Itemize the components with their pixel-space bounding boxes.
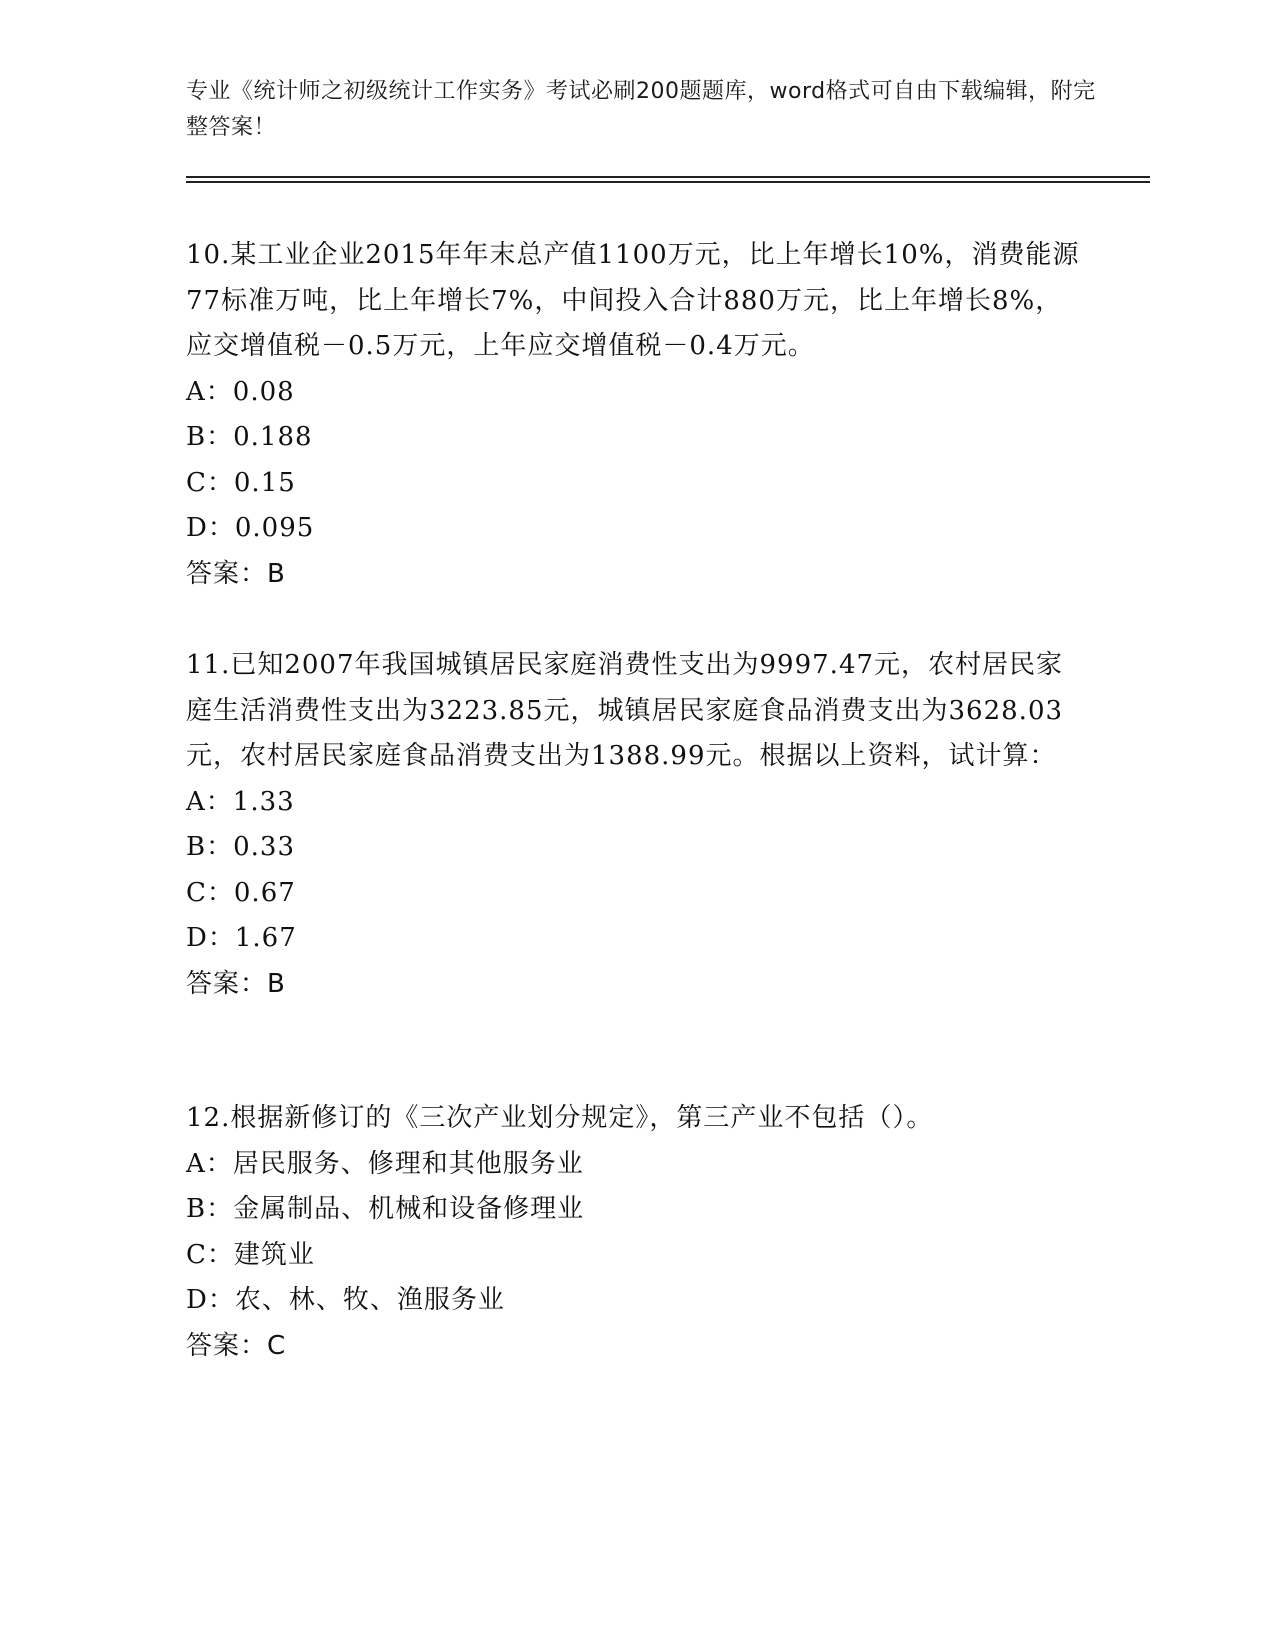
option-a: A：0.08 [186, 376, 295, 407]
option-b: B：0.33 [186, 832, 295, 862]
option-a: A：居民服务、修理和其他服务业 [186, 1148, 584, 1179]
answer: 答案：B [186, 968, 286, 999]
option-c: C：0.15 [186, 467, 296, 498]
option-c: C：0.67 [186, 877, 296, 908]
question-12 [186, 1096, 1086, 1369]
option-c: C：建筑业 [186, 1239, 315, 1270]
option-d: D：1.67 [186, 923, 297, 953]
question-text: 12.根据新修订的《三次产业划分规定》，第三产业不包括（）。 [186, 1103, 934, 1133]
question-text: 10.某工业企业2015年年末总产值1100万元，比上年增长10%，消费能源77标准万吨，比上年增长7%，中间投入合计880万元，比上年增长8%，应交增值税－0.5万元，上年应交增值税－0.4万元。 [186, 240, 1080, 361]
option-a: A：1.33 [186, 786, 295, 817]
question-text: 11.已知2007年我国城镇居民家庭消费性支出为9997.47元，农村居民家庭生活消费性支出为3223.85元，城镇居民家庭食品消费支出为3628.03元，农村居民家庭食品消费支出为1388.99元。根据以上资料，试计算： [186, 650, 1064, 771]
option-b: B：金属制品、机械和设备修理业 [186, 1194, 585, 1224]
document-header: 专业《统计师之初级统计工作实务》考试必刷200题题库，word格式可自由下载编辑，附完整答案！ [186, 79, 1096, 140]
header-rule-top [186, 176, 1150, 178]
option-d: D：0.095 [186, 513, 315, 543]
option-d: D：农、林、牧、渔服务业 [186, 1285, 505, 1315]
question-10 [186, 233, 1086, 597]
question-11 [186, 643, 1086, 1007]
option-b: B：0.188 [186, 422, 313, 452]
answer: 答案：C [186, 1330, 287, 1361]
header-rule-bottom [186, 181, 1150, 183]
answer: 答案：B [186, 558, 286, 589]
